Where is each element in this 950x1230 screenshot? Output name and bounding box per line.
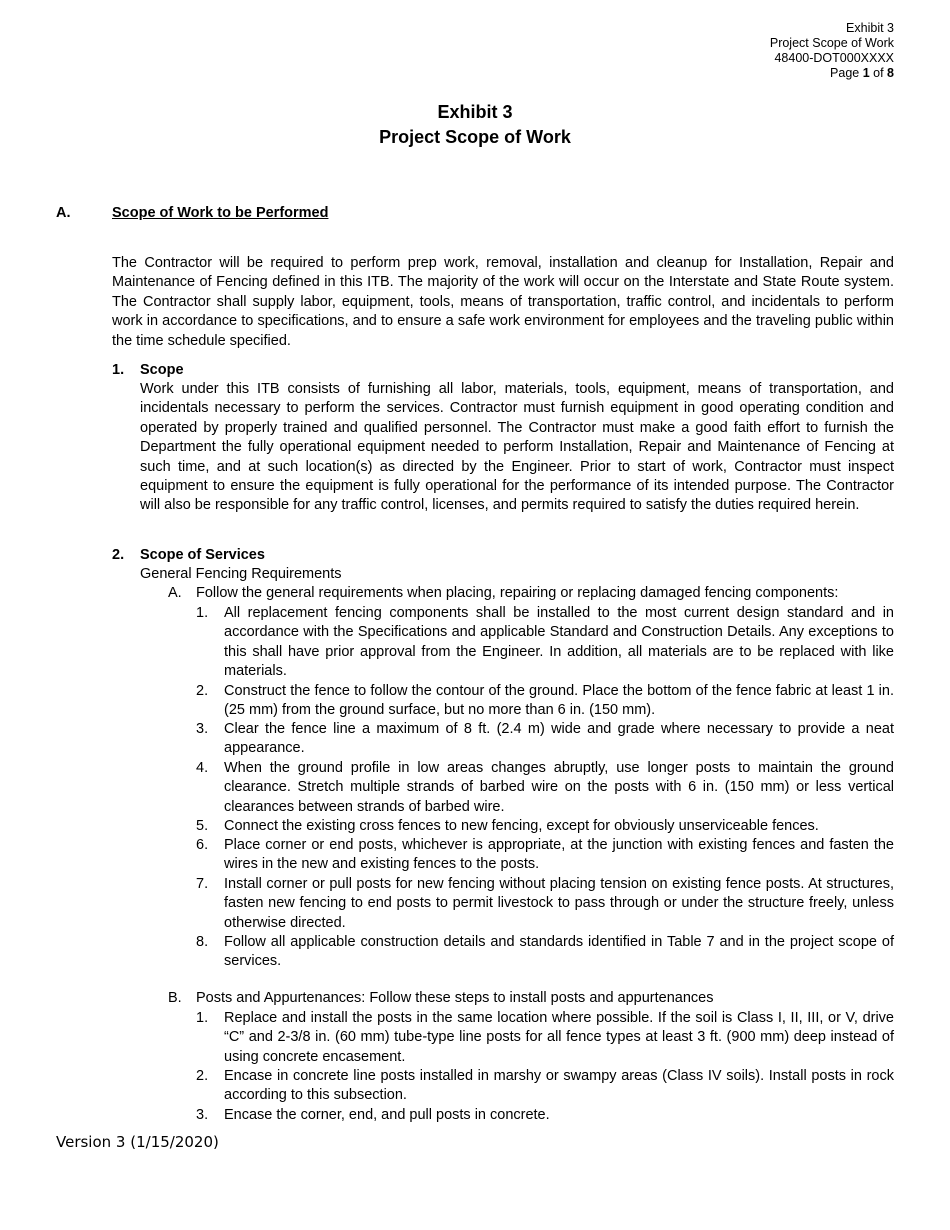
scope-heading: Scope <box>140 362 184 378</box>
list-item-text: Follow all applicable construction details and standards identified in Table 7 and in the project scope of services. <box>224 934 894 970</box>
document-title: Project Scope of Work <box>379 127 571 147</box>
section-a-intro: The Contractor will be required to perform prep work, removal, installation and cleanup for Installation, Repair and Maintenance of Fencing defined in this ITB. The majority of the work will occur on the Interstate and State Route system. The Contractor shall supply labor, equipment, tools, means of transportation, traffic control, and incidentals to perform work in accordance to specifications, and to ensure a safe work environment for employees and the traveling public within the time schedule specified. <box>112 255 894 349</box>
list-item-text: Encase in concrete line posts installed in marshy or swampy areas (Class IV soils). Install posts in rock according to this subsection. <box>224 1068 894 1104</box>
list-item-number: 8. <box>196 934 209 950</box>
header-exhibit: Exhibit 3 <box>846 21 894 35</box>
list-item-text: Replace and install the posts in the same location where possible. If the soil is Class I, II, III, or V, drive “C” and 2-3/8 in. (60 mm) tube-type line posts for all fence types at least 3 ft. (900 mm) deep instead of using concrete encasement. <box>224 1010 894 1065</box>
list-item <box>196 682 894 721</box>
list-item-number: 1. <box>196 1010 209 1026</box>
list-item-number: 6. <box>196 837 209 853</box>
list-item <box>196 759 894 817</box>
requirement-a-text: Follow the general requirements when placing, repairing or replacing damaged fencing components: <box>196 585 839 601</box>
page-header <box>770 21 894 81</box>
header-doc-title: Project Scope of Work <box>769 36 894 50</box>
list-item-number: 4. <box>196 760 209 776</box>
list-item <box>196 933 894 972</box>
list-item <box>196 720 894 759</box>
section-a-title: Scope of Work to be Performed <box>112 205 329 221</box>
scope-number: 1. <box>112 362 125 378</box>
header-contract-number: 48400-DOT000XXXX <box>774 51 894 65</box>
scope-body: Work under this ITB consists of furnishing all labor, materials, tools, equipment, means of transportation, and incidentals necessary to perform the services. Contractor must furnish equipment in good operating condition and operated by properly trained and qualified personnel. The Contractor must make a good faith effort to furnish the Department the fully operational equipment needed to perform Installation, Repair and Maintenance of Fencing at such time, and at such location(s) as directed by the Engineer. Prior to start of work, Contractor must inspect equipment to ensure the equipment is fully operational for the performance of its intended purpose. The Contractor will also be responsible for any traffic control, licenses, and permits required to satisfy the duties required herein. <box>140 381 894 514</box>
services-subheading: General Fencing Requirements <box>140 566 342 582</box>
list-item <box>196 817 894 836</box>
page-of: of <box>869 66 888 80</box>
list-item <box>196 1067 894 1106</box>
list-item-text: Install corner or pull posts for new fencing without placing tension on existing fence posts. At structures, fasten new fencing to end posts to permit livestock to pass through or under the structure freely, unless otherwise directed. <box>224 876 894 931</box>
list-item <box>196 1009 894 1067</box>
list-item <box>196 604 894 682</box>
page-prefix: Page <box>830 66 863 80</box>
list-item-text: Clear the fence line a maximum of 8 ft. (2.4 m) wide and grade where necessary to provide a neat appearance. <box>224 721 894 757</box>
services-number: 2. <box>112 547 125 563</box>
requirement-b-text: Posts and Appurtenances: Follow these steps to install posts and appurtenances <box>196 990 714 1006</box>
header-page-number <box>770 66 894 81</box>
list-item-text: Construct the fence to follow the contour of the ground. Place the bottom of the fence fabric at least 1 in. (25 mm) from the ground surface, but no more than 6 in. (150 mm). <box>224 683 894 719</box>
list-item-text: Connect the existing cross fences to new fencing, except for obviously unserviceable fences. <box>224 818 819 834</box>
list-item-number: 3. <box>196 721 209 737</box>
list-item-number: 2. <box>196 1068 209 1084</box>
page-total: 8 <box>887 66 894 80</box>
services-heading: Scope of Services <box>140 547 265 563</box>
list-item-number: 2. <box>196 683 209 699</box>
list-item-text: All replacement fencing components shall be installed to the most current design standard and in accordance with the Specifications and applicable Standard and Construction Details. Any exceptions to this shall have prior approval from the Engineer. In addition, all materials are to be replaced with like materials. <box>224 605 894 680</box>
list-item-number: 5. <box>196 818 209 834</box>
list-item <box>196 1106 894 1125</box>
list-item <box>196 875 894 933</box>
requirement-a-letter: A. <box>168 585 182 601</box>
document-title-exhibit: Exhibit 3 <box>437 102 513 122</box>
footer-version: Version 3 (1/15/2020) <box>56 1133 219 1151</box>
page-current: 1 <box>862 66 870 80</box>
list-item-text: Place corner or end posts, whichever is appropriate, at the junction with existing fences and fasten the wires in the new and existing fences to the posts. <box>224 837 894 873</box>
list-item-number: 7. <box>196 876 209 892</box>
list-item-text: Encase the corner, end, and pull posts in concrete. <box>224 1107 550 1123</box>
list-item-number: 3. <box>196 1107 209 1123</box>
section-a-letter: A. <box>56 205 71 221</box>
list-item <box>196 836 894 875</box>
requirement-b-letter: B. <box>168 990 182 1006</box>
list-item-text: When the ground profile in low areas changes abruptly, use longer posts to maintain the ground clearance. Stretch multiple strands of barbed wire on the posts with 6 in. (150 mm) or less vertical clearances between strands of barbed wire. <box>224 760 894 815</box>
list-item-number: 1. <box>196 605 209 621</box>
